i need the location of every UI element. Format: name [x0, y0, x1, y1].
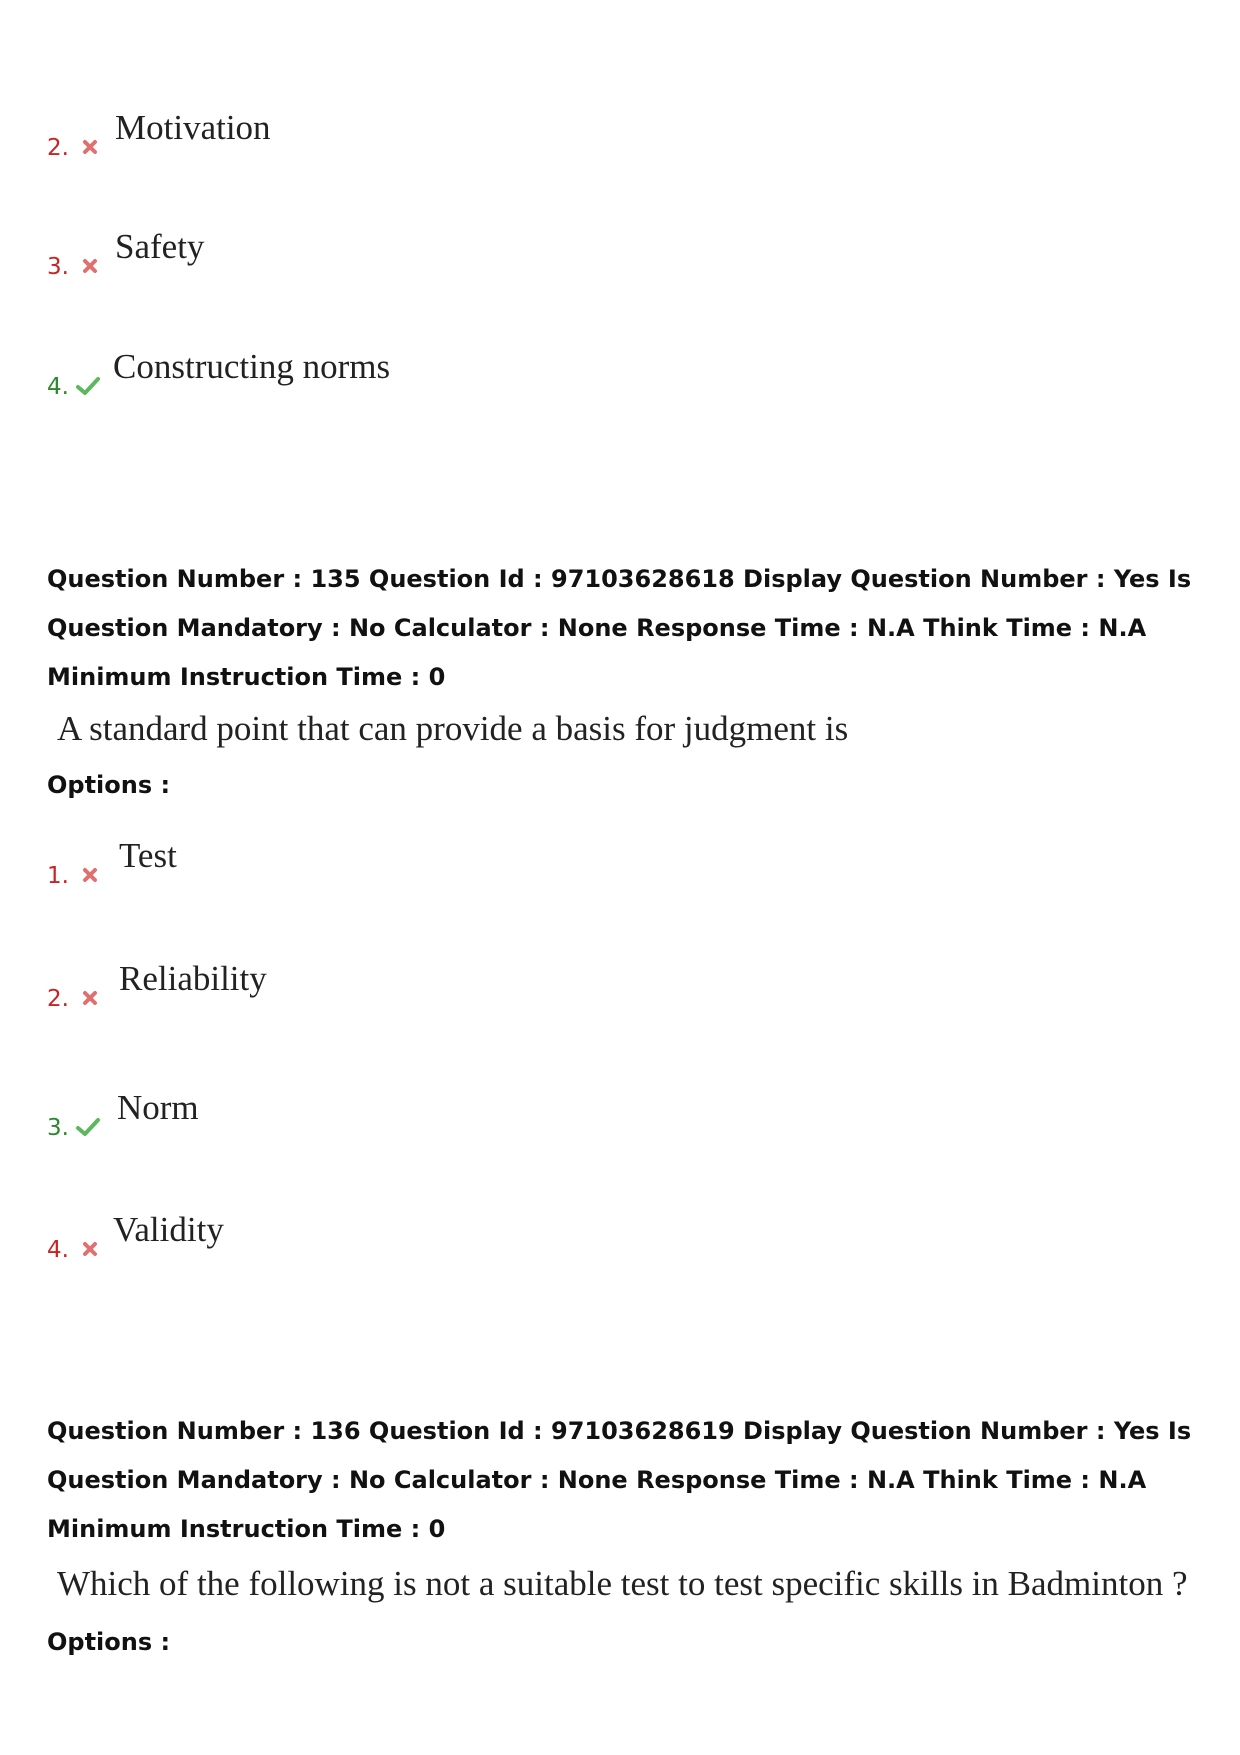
option-number: 3.	[47, 1115, 69, 1141]
cross-icon	[77, 136, 103, 158]
option-number: 4.	[47, 1237, 69, 1263]
check-icon	[75, 375, 101, 397]
option-number: 4.	[47, 374, 69, 400]
question-text: A standard point that can provide a basis for judgment is	[57, 709, 849, 748]
option-text: Validity	[113, 1210, 224, 1249]
option-text: Reliability	[119, 959, 267, 998]
option-text: Constructing norms	[113, 347, 391, 386]
option-text: Norm	[117, 1088, 199, 1127]
cross-icon	[77, 987, 103, 1009]
option-number: 2.	[47, 135, 69, 161]
option-text: Test	[119, 836, 177, 875]
option-number: 2.	[47, 986, 69, 1012]
options-label: Options :	[47, 771, 171, 799]
cross-icon	[77, 864, 103, 886]
option-text: Motivation	[115, 108, 271, 147]
question-meta: Question Number : 136 Question Id : 97103628619 Display Question Number : Yes Is Question Mandatory : No Calculator : None Response Time : N.A Think Time : N.A Minimum Instruction Time : 0	[47, 1417, 1192, 1543]
option-number: 1.	[47, 863, 69, 889]
question-meta: Question Number : 135 Question Id : 97103628618 Display Question Number : Yes Is Question Mandatory : No Calculator : None Response Time : N.A Think Time : N.A Minimum Instruction Time : 0	[47, 565, 1192, 691]
cross-icon	[77, 1238, 103, 1260]
question-text: Which of the following is not a suitable test to test specific skills in Badminton ?	[57, 1564, 1188, 1603]
option-number: 3.	[47, 254, 69, 280]
option-text: Safety	[115, 227, 205, 266]
check-icon	[75, 1116, 101, 1138]
options-label: Options :	[47, 1628, 171, 1656]
cross-icon	[77, 255, 103, 277]
